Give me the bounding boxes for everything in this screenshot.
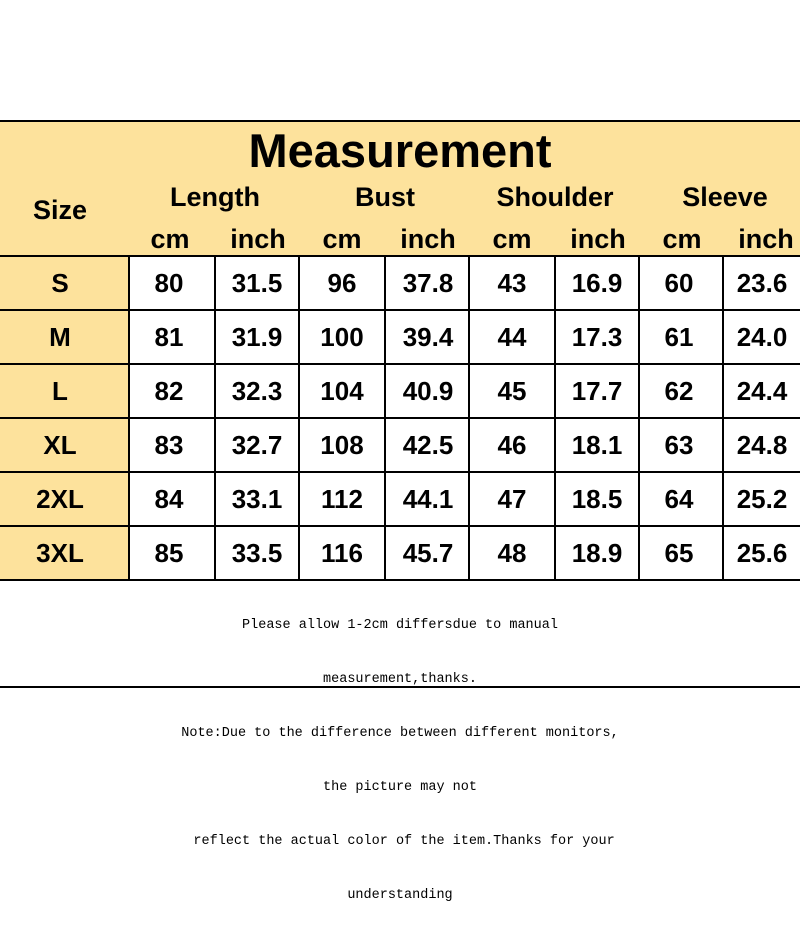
- shoulder-inch-header: inch: [570, 224, 626, 254]
- length-inch-header: inch: [230, 224, 286, 254]
- chart-title: Measurement: [248, 124, 552, 177]
- note-line: Note:Due to the difference between different monitors,: [181, 726, 619, 741]
- note-line: measurement,thanks.: [323, 672, 477, 687]
- table-row: [0, 473, 800, 527]
- bust-inch-header: inch: [400, 224, 456, 254]
- measurement-note: [0, 581, 800, 941]
- value-cell: 37.8: [402, 268, 454, 298]
- value-cell: 48: [497, 538, 527, 568]
- size-cell: M: [49, 322, 71, 352]
- value-cell: 45.7: [402, 538, 454, 568]
- value-cell: 65: [664, 538, 694, 568]
- column-divider: [214, 257, 216, 581]
- bust-header: Bust: [355, 182, 415, 212]
- value-cell: 39.4: [402, 322, 454, 352]
- table-row: [0, 365, 800, 419]
- value-cell: 47: [497, 484, 527, 514]
- value-cell: 16.9: [571, 268, 623, 298]
- value-cell: 40.9: [402, 376, 454, 406]
- value-cell: 116: [321, 538, 363, 568]
- size-cell: 2XL: [36, 484, 84, 514]
- size-cell: XL: [43, 430, 77, 460]
- value-cell: 25.2: [736, 484, 788, 514]
- note-line: the picture may not: [323, 780, 477, 795]
- value-cell: 31.9: [231, 322, 283, 352]
- column-divider: [554, 257, 556, 581]
- value-cell: 84: [154, 484, 184, 514]
- column-divider: [722, 257, 724, 581]
- value-cell: 112: [321, 484, 363, 514]
- column-divider: [638, 257, 640, 581]
- column-divider: [298, 257, 300, 581]
- value-cell: 24.8: [736, 430, 788, 460]
- note-line: understanding: [347, 888, 453, 903]
- shoulder-header: Shoulder: [496, 182, 614, 212]
- value-cell: 44: [497, 322, 527, 352]
- value-cell: 31.5: [231, 268, 283, 298]
- size-cell: L: [52, 376, 68, 406]
- value-cell: 82: [154, 376, 184, 406]
- table-row: [0, 419, 800, 473]
- note-line: Please allow 1-2cm differsdue to manual: [242, 618, 558, 633]
- bust-cm-header: cm: [322, 224, 362, 254]
- value-cell: 24.4: [736, 376, 788, 406]
- table-row: [0, 311, 800, 365]
- value-cell: 32.7: [231, 430, 283, 460]
- value-cell: 80: [154, 268, 184, 298]
- size-cell: 3XL: [36, 538, 84, 568]
- value-cell: 63: [664, 430, 694, 460]
- value-cell: 17.3: [571, 322, 623, 352]
- value-cell: 42.5: [402, 430, 454, 460]
- table-row: [0, 257, 800, 311]
- value-cell: 44.1: [402, 484, 454, 514]
- value-cell: 60: [664, 268, 694, 298]
- length-header: Length: [170, 182, 260, 212]
- size-chart: [0, 120, 800, 903]
- size-cell: S: [51, 268, 69, 298]
- value-cell: 100: [320, 322, 364, 352]
- value-cell: 24.0: [736, 322, 788, 352]
- value-cell: 18.5: [571, 484, 623, 514]
- table-header: [0, 122, 800, 257]
- column-divider: [384, 257, 386, 581]
- value-cell: 46: [497, 430, 527, 460]
- value-cell: 96: [327, 268, 357, 298]
- note-line: reflect the actual color of the item.Thanks for your: [185, 834, 615, 849]
- value-cell: 85: [154, 538, 184, 568]
- table-row: [0, 527, 800, 581]
- value-cell: 32.3: [231, 376, 283, 406]
- value-cell: 83: [154, 430, 184, 460]
- value-cell: 33.1: [231, 484, 283, 514]
- value-cell: 18.1: [571, 430, 623, 460]
- shoulder-cm-header: cm: [492, 224, 532, 254]
- sleeve-header: Sleeve: [682, 182, 768, 212]
- value-cell: 23.6: [736, 268, 788, 298]
- value-cell: 33.5: [231, 538, 283, 568]
- size-column-header: Size: [32, 195, 88, 225]
- value-cell: 17.7: [571, 376, 623, 406]
- value-cell: 62: [664, 376, 694, 406]
- value-cell: 25.6: [736, 538, 788, 568]
- value-cell: 64: [664, 484, 694, 514]
- column-divider: [468, 257, 470, 581]
- value-cell: 45: [497, 376, 527, 406]
- value-cell: 61: [664, 322, 694, 352]
- value-cell: 43: [497, 268, 527, 298]
- sleeve-cm-header: cm: [662, 224, 702, 254]
- value-cell: 18.9: [571, 538, 623, 568]
- value-cell: 108: [320, 430, 364, 460]
- value-cell: 81: [154, 322, 184, 352]
- table-body: [0, 257, 800, 581]
- sleeve-inch-header: inch: [738, 224, 794, 254]
- value-cell: 104: [320, 376, 364, 406]
- length-cm-header: cm: [150, 224, 190, 254]
